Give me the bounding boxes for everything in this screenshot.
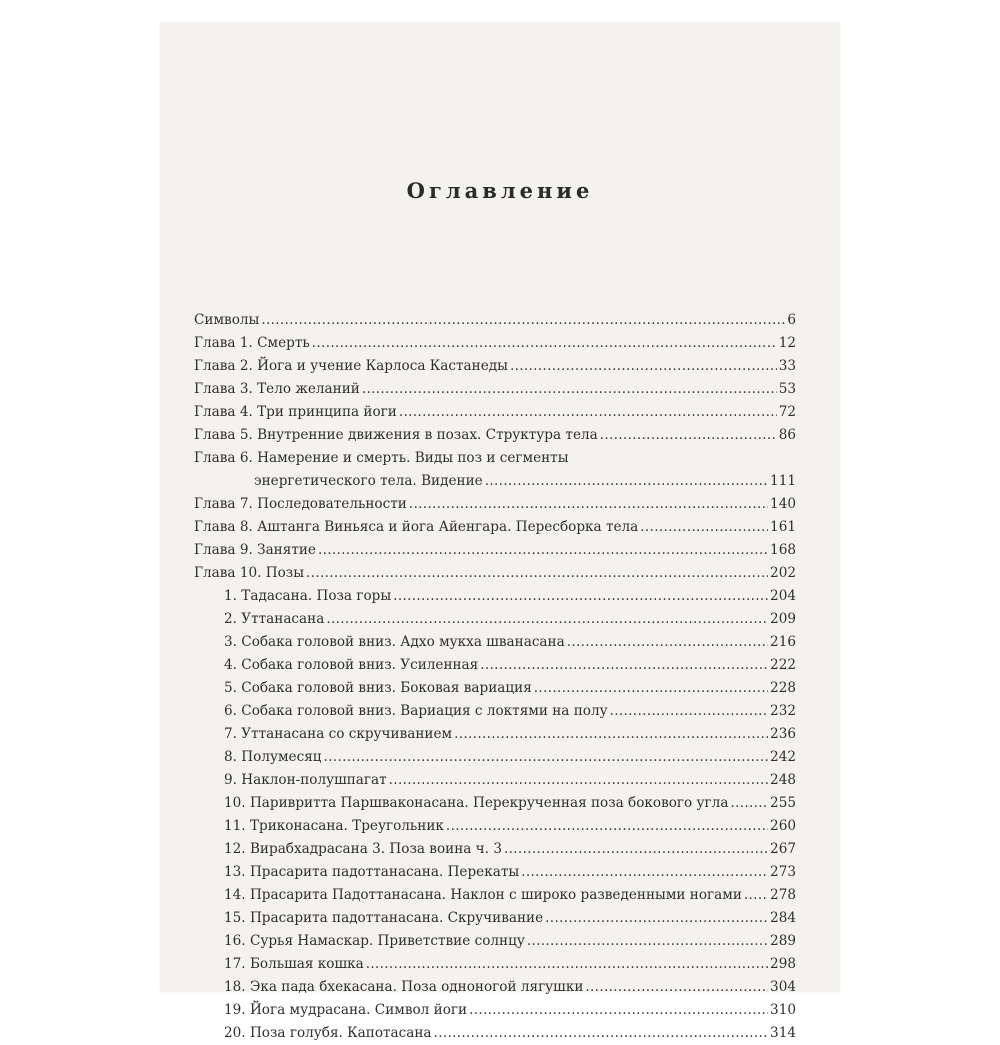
toc-page-number: 260 [770, 818, 796, 834]
toc-entry-label: 11. Триконасана. Треугольник [224, 818, 444, 834]
toc-entry-label: 14. Прасарита Падоттанасана. Наклон с широко разведенными ногами [224, 887, 742, 903]
toc-entry-label: 4. Собака головой вниз. Усиленная [224, 657, 479, 673]
toc-entry-label: 1. Тадасана. Поза горы [224, 588, 392, 604]
toc-subentry [194, 907, 796, 930]
toc-page-number: 53 [778, 381, 796, 397]
toc-entry [194, 401, 796, 424]
toc-entry-label: Глава 8. Аштанга Виньяса и йога Айенгара. Пересборка тела [194, 519, 639, 535]
toc-page-number: 12 [778, 335, 796, 351]
toc-entry-label: 20. Поза голубя. Капотасана [224, 1025, 432, 1041]
toc-subentry [194, 838, 796, 861]
toc-page-number: 236 [770, 726, 796, 742]
toc-page-number: 168 [770, 542, 796, 558]
toc-entry-label: энергетического тела. Видение [254, 473, 483, 489]
toc-entry [194, 493, 796, 516]
toc-entry-label: Глава 6. Намерение и смерть. Виды поз и сегменты [194, 450, 569, 466]
toc-subentry [194, 999, 796, 1022]
toc-page-number: 228 [770, 680, 796, 696]
toc-page-number: 304 [770, 979, 796, 995]
toc-entry-label: Глава 5. Внутренние движения в позах. Структура тела [194, 427, 598, 443]
toc-page-number: 86 [778, 427, 796, 443]
toc-page-number: 232 [770, 703, 796, 719]
toc-page-number: 278 [770, 887, 796, 903]
dot-leader [585, 976, 768, 999]
toc-page-number: 310 [770, 1002, 796, 1018]
toc-page-number: 314 [770, 1025, 796, 1041]
toc-page-number: 248 [770, 772, 796, 788]
toc-subentry [194, 815, 796, 838]
dot-leader [480, 654, 768, 677]
dot-leader [389, 769, 768, 792]
toc-page-number: 161 [770, 519, 796, 535]
toc-page-number: 273 [770, 864, 796, 880]
toc-entry-label: 7. Уттанасана со скручиванием [224, 726, 453, 742]
dot-leader [434, 1022, 769, 1045]
toc-page-number: 298 [770, 956, 796, 972]
toc-entry-label: 15. Прасарита падоттанасана. Скручивание [224, 910, 544, 926]
toc-entry-label: 9. Наклон-полушпагат [224, 772, 387, 788]
toc-entry [194, 355, 796, 378]
dot-leader [600, 424, 777, 447]
toc-page-number: 289 [770, 933, 796, 949]
dot-leader [362, 378, 777, 401]
toc-entry-label: 19. Йога мудрасана. Символ йоги [224, 1002, 468, 1018]
toc-entry [194, 447, 796, 470]
toc-entry-label: 12. Вирабхадрасана 3. Поза воина ч. 3 [224, 841, 502, 857]
toc-entry-continuation [194, 470, 796, 493]
toc-entry-label: 18. Эка пада бхекасана. Поза одноногой лягушки [224, 979, 584, 995]
toc-subentry [194, 631, 796, 654]
toc-entry-label: Глава 2. Йога и учение Карлоса Кастанеды [194, 358, 508, 374]
toc-subentry [194, 1022, 796, 1045]
toc-entry-label: Глава 3. Тело желаний [194, 381, 360, 397]
toc-subentry [194, 930, 796, 953]
table-of-contents [194, 309, 796, 1045]
toc-entry [194, 516, 796, 539]
toc-entry-label: Глава 7. Последовательности [194, 496, 407, 512]
dot-leader [324, 746, 769, 769]
dot-leader [312, 332, 777, 355]
toc-subentry [194, 654, 796, 677]
dot-leader [393, 585, 768, 608]
toc-page-number: 255 [770, 795, 796, 811]
toc-subentry [194, 976, 796, 999]
dot-leader [527, 930, 768, 953]
dot-leader [730, 792, 768, 815]
toc-page-number: 267 [770, 841, 796, 857]
dot-leader [610, 700, 768, 723]
dot-leader [485, 470, 768, 493]
toc-entry-label: Символы [194, 312, 260, 328]
dot-leader [306, 562, 768, 585]
toc-page-number: 216 [770, 634, 796, 650]
toc-page-number: 72 [778, 404, 796, 420]
toc-page-number: 222 [770, 657, 796, 673]
dot-leader [318, 539, 768, 562]
dot-leader [534, 677, 768, 700]
toc-page-number: 209 [770, 611, 796, 627]
toc-entry-label: 8. Полумесяц [224, 749, 322, 765]
toc-subentry [194, 723, 796, 746]
dot-leader [545, 907, 768, 930]
toc-entry-label: 17. Большая кошка [224, 956, 364, 972]
toc-subentry [194, 746, 796, 769]
toc-page-number: 204 [770, 588, 796, 604]
toc-entry-label: 5. Собака головой вниз. Боковая вариация [224, 680, 532, 696]
toc-entry [194, 539, 796, 562]
toc-entry-label: 2. Уттанасана [224, 611, 325, 627]
dot-leader [261, 309, 785, 332]
toc-entry-label: 13. Прасарита падоттанасана. Перекаты [224, 864, 520, 880]
toc-subentry [194, 884, 796, 907]
toc-page-number: 242 [770, 749, 796, 765]
toc-subentry [194, 677, 796, 700]
toc-entry-label: Глава 1. Смерть [194, 335, 310, 351]
dot-leader [454, 723, 768, 746]
toc-entry [194, 424, 796, 447]
dot-leader [567, 631, 768, 654]
dot-leader [399, 401, 777, 424]
toc-subentry [194, 585, 796, 608]
dot-leader [744, 884, 768, 907]
toc-page-number: 140 [770, 496, 796, 512]
toc-entry-label: 6. Собака головой вниз. Вариация с локтями на полу [224, 703, 608, 719]
toc-entry-label: 16. Сурья Намаскар. Приветствие солнцу [224, 933, 525, 949]
toc-entry [194, 562, 796, 585]
toc-entry-label: Глава 9. Занятие [194, 542, 316, 558]
toc-entry [194, 378, 796, 401]
book-page [160, 22, 840, 1041]
toc-page-number: 284 [770, 910, 796, 926]
toc-page-number: 202 [770, 565, 796, 581]
toc-page-number: 111 [770, 473, 796, 489]
toc-entry-label: Глава 10. Позы [194, 565, 305, 581]
toc-entry [194, 309, 796, 332]
toc-subentry [194, 608, 796, 631]
dot-leader [409, 493, 768, 516]
dot-leader [326, 608, 768, 631]
toc-page-number: 33 [778, 358, 796, 374]
toc-subentry [194, 769, 796, 792]
toc-subentry [194, 700, 796, 723]
dot-leader [446, 815, 768, 838]
dot-leader [469, 999, 768, 1022]
toc-entry-label: 10. Паривритта Паршваконасана. Перекрученная поза бокового угла [224, 795, 729, 811]
toc-entry [194, 332, 796, 355]
toc-subentry [194, 953, 796, 976]
page-title: Оглавление [406, 178, 594, 203]
toc-page-number: 6 [787, 312, 796, 328]
toc-entry-label: Глава 4. Три принципа йоги [194, 404, 397, 420]
dot-leader [366, 953, 768, 976]
dot-leader [510, 355, 777, 378]
dot-leader [521, 861, 768, 884]
toc-subentry [194, 792, 796, 815]
toc-subentry [194, 861, 796, 884]
toc-entry-label: 3. Собака головой вниз. Адхо мукха шванасана [224, 634, 565, 650]
dot-leader [640, 516, 768, 539]
dot-leader [504, 838, 768, 861]
